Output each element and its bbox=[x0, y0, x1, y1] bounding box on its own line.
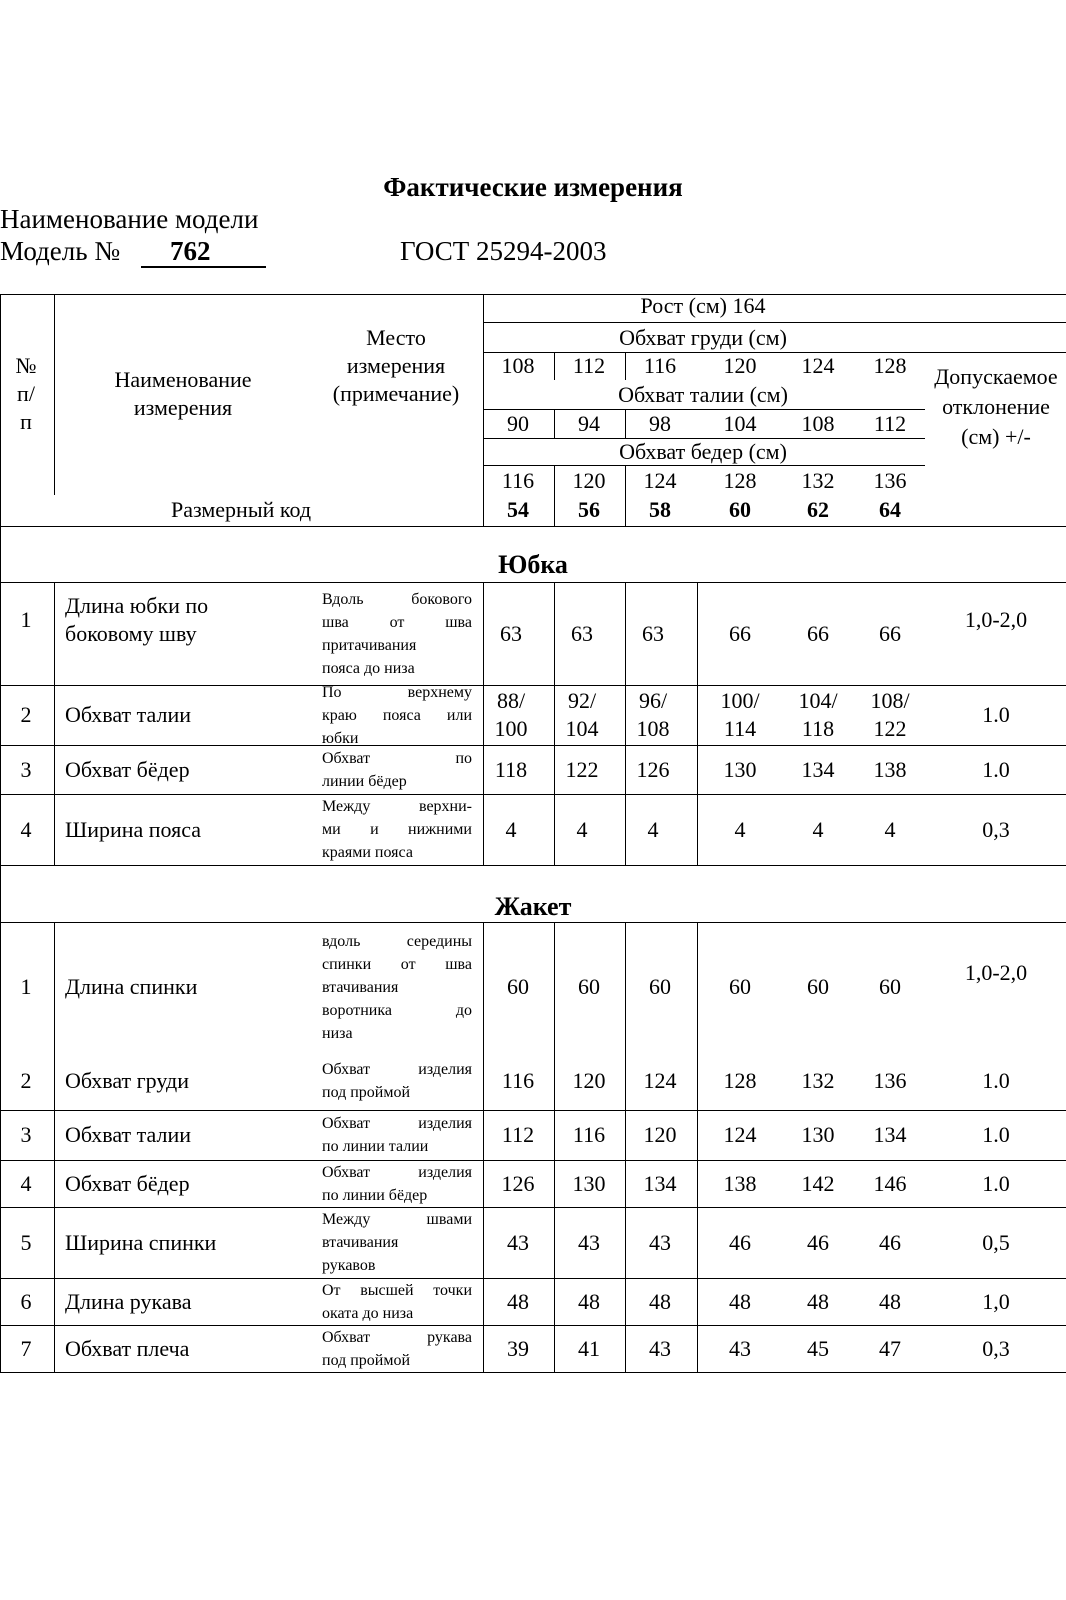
size-value: 45 bbox=[807, 1335, 829, 1361]
row-number: 5 bbox=[20, 1229, 32, 1255]
size-value: 46 bbox=[729, 1229, 751, 1255]
size-value: 134 bbox=[801, 756, 835, 782]
size-value: 43 bbox=[507, 1229, 529, 1255]
measurement-place: рукавов bbox=[322, 1257, 376, 1274]
col-place-header: измерения bbox=[346, 353, 446, 378]
size-value: 108/ bbox=[870, 688, 910, 713]
tolerance-value: 1,0 bbox=[982, 1288, 1010, 1314]
measurement-place: Обхват изделия bbox=[322, 1115, 472, 1132]
size-value: 114 bbox=[723, 716, 757, 741]
tolerance-value: 1.0 bbox=[982, 1122, 1010, 1147]
measurement-place: по линии бёдер bbox=[322, 1186, 428, 1204]
measurement-place: втачивания bbox=[322, 1234, 399, 1251]
measurement-name: Длина спинки bbox=[65, 974, 198, 999]
chest-value: 128 bbox=[873, 353, 907, 378]
size-value: 122 bbox=[565, 756, 599, 782]
size-value: 136 bbox=[873, 1068, 907, 1093]
measurement-place: ми и нижними bbox=[322, 821, 472, 838]
measurement-place: От высшей точки bbox=[322, 1281, 472, 1299]
tolerance-value: 0,3 bbox=[982, 816, 1010, 842]
size-value: 132 bbox=[801, 1068, 835, 1093]
measurement-name: Ширина спинки bbox=[65, 1229, 217, 1255]
measurement-place: под проймой bbox=[322, 1351, 411, 1369]
row-number: 4 bbox=[20, 816, 32, 842]
section-title: Жакет bbox=[494, 892, 572, 921]
waist-value: 108 bbox=[801, 411, 835, 436]
size-value: 4 bbox=[576, 816, 588, 842]
hips-value: 136 bbox=[873, 468, 907, 493]
tolerance-value: 1.0 bbox=[982, 756, 1010, 782]
measurement-place: Между швами bbox=[322, 1211, 472, 1228]
measurement-place: низа bbox=[322, 1024, 353, 1042]
size-value: 60 bbox=[729, 974, 751, 999]
size-value: 4 bbox=[812, 816, 824, 842]
hips-value: 116 bbox=[501, 468, 535, 493]
col-place-header: Место bbox=[366, 325, 426, 350]
col-number-header: п bbox=[20, 409, 32, 434]
size-value: 126 bbox=[636, 756, 670, 782]
size-value: 63 bbox=[571, 620, 593, 646]
size-code: 54 bbox=[507, 497, 529, 522]
size-value: 48 bbox=[729, 1288, 751, 1314]
size-value: 108 bbox=[636, 716, 670, 741]
size-code: 58 bbox=[649, 497, 671, 522]
size-value: 43 bbox=[578, 1229, 600, 1255]
chest-value: 116 bbox=[643, 353, 677, 378]
measurement-place: краю пояса или bbox=[322, 706, 472, 724]
size-value: 43 bbox=[729, 1335, 751, 1361]
model-no-label: Модель № bbox=[0, 236, 121, 266]
chest-label: Обхват груди (см) bbox=[619, 325, 787, 350]
measurement-name: Ширина пояса bbox=[65, 816, 202, 842]
measurement-place: спинки от шва bbox=[322, 955, 472, 973]
row-rule bbox=[0, 685, 1066, 686]
size-value: 120 bbox=[572, 1068, 606, 1093]
header-rule bbox=[483, 322, 1066, 323]
row-rule bbox=[0, 745, 1066, 746]
row-rule bbox=[0, 1207, 1066, 1208]
measurement-place: вдоль середины bbox=[322, 932, 472, 950]
size-value: 4 bbox=[734, 816, 746, 842]
tolerance-header: отклонение bbox=[942, 394, 1050, 419]
size-code: 62 bbox=[807, 497, 829, 522]
height-label: Рост (см) 164 bbox=[640, 293, 766, 318]
size-value: 41 bbox=[578, 1335, 600, 1361]
measurement-name: Обхват талии bbox=[65, 702, 192, 727]
size-value: 39 bbox=[507, 1335, 529, 1361]
measurement-place: пояса до низа bbox=[322, 659, 415, 677]
tolerance-value: 0,3 bbox=[982, 1335, 1010, 1361]
size-value: 60 bbox=[578, 974, 600, 999]
section-bottom-rule bbox=[0, 1372, 1066, 1373]
size-value: 124 bbox=[643, 1068, 677, 1093]
size-value: 112 bbox=[501, 1122, 535, 1147]
tolerance-header: Допускаемое bbox=[934, 364, 1058, 389]
size-value: 100 bbox=[494, 716, 528, 741]
measurement-place: линии бёдер bbox=[322, 772, 407, 790]
size-value: 4 bbox=[884, 816, 896, 842]
size-value: 104 bbox=[565, 716, 599, 741]
size-value: 43 bbox=[649, 1335, 671, 1361]
size-value: 46 bbox=[807, 1229, 829, 1255]
size-value: 118 bbox=[801, 716, 835, 741]
row-number: 2 bbox=[20, 702, 32, 727]
row-number: 7 bbox=[20, 1335, 32, 1361]
tolerance-value: 0,5 bbox=[982, 1229, 1010, 1255]
row-rule bbox=[0, 794, 1066, 795]
row-number: 6 bbox=[20, 1288, 32, 1314]
hips-label: Обхват бедер (см) bbox=[619, 439, 787, 464]
size-value: 130 bbox=[723, 756, 757, 782]
measurement-place: Обхват по bbox=[322, 749, 472, 767]
size-value: 138 bbox=[873, 756, 907, 782]
size-value: 130 bbox=[801, 1122, 835, 1147]
measurement-place: Обхват изделия bbox=[322, 1163, 472, 1181]
row-rule bbox=[0, 1160, 1066, 1161]
size-value: 4 bbox=[505, 816, 517, 842]
measurement-place: притачивания bbox=[322, 636, 417, 654]
waist-value: 112 bbox=[873, 411, 907, 436]
size-value: 116 bbox=[572, 1122, 606, 1147]
page-title: Фактические измерения bbox=[383, 172, 683, 202]
measurement-place: Вдоль бокового bbox=[322, 590, 472, 608]
col-place-header: (примечание) bbox=[332, 381, 460, 406]
chest-value: 112 bbox=[572, 353, 606, 378]
size-value: 100/ bbox=[720, 688, 760, 713]
section-rule bbox=[0, 865, 1066, 866]
row-number: 4 bbox=[20, 1170, 32, 1196]
tolerance-value: 1.0 bbox=[982, 702, 1010, 727]
row-number: 1 bbox=[20, 606, 32, 632]
row-number: 3 bbox=[20, 1122, 32, 1147]
row-rule bbox=[0, 1278, 1066, 1279]
measurement-place: шва от шва bbox=[322, 613, 472, 631]
size-value: 124 bbox=[723, 1122, 757, 1147]
size-value: 48 bbox=[807, 1288, 829, 1314]
model-no-value: 762 bbox=[170, 236, 211, 266]
measurement-name: Обхват бёдер bbox=[65, 756, 190, 782]
size-value: 66 bbox=[807, 620, 829, 646]
measurement-place: Между верхни- bbox=[322, 798, 472, 815]
row-number: 2 bbox=[20, 1068, 32, 1093]
section-rule bbox=[0, 922, 1066, 923]
size-value: 60 bbox=[649, 974, 671, 999]
size-code: 64 bbox=[879, 497, 901, 522]
section-rule bbox=[0, 526, 1066, 527]
size-value: 43 bbox=[649, 1229, 671, 1255]
measurement-name: Обхват груди bbox=[65, 1068, 189, 1093]
measurement-place: под проймой bbox=[322, 1084, 411, 1101]
measurement-name: Обхват бёдер bbox=[65, 1170, 190, 1196]
size-value: 146 bbox=[873, 1170, 907, 1196]
size-value: 63 bbox=[500, 620, 522, 646]
measurement-place: юбки bbox=[322, 729, 359, 747]
size-value: 96/ bbox=[638, 688, 668, 713]
size-value: 126 bbox=[501, 1170, 535, 1196]
measurement-place: Обхват рукава bbox=[322, 1328, 472, 1346]
size-value: 134 bbox=[873, 1122, 907, 1147]
size-value: 4 bbox=[647, 816, 659, 842]
measurement-place: По верхнему bbox=[322, 683, 472, 701]
table-top-rule bbox=[0, 294, 1066, 295]
tolerance-value: 1,0-2,0 bbox=[964, 960, 1028, 985]
section-rule bbox=[0, 582, 1066, 583]
size-value: 88/ bbox=[496, 688, 526, 713]
size-value: 60 bbox=[879, 974, 901, 999]
size-value: 60 bbox=[507, 974, 529, 999]
row-rule bbox=[0, 1110, 1066, 1111]
size-value: 130 bbox=[572, 1170, 606, 1196]
size-value: 116 bbox=[501, 1068, 535, 1093]
measurement-name: боковому шву bbox=[65, 620, 197, 646]
gost-standard: ГОСТ 25294-2003 bbox=[400, 236, 607, 266]
size-value: 48 bbox=[649, 1288, 671, 1314]
chest-value: 120 bbox=[723, 353, 757, 378]
measurement-place: краями пояса bbox=[322, 844, 413, 861]
measurement-place: по линии талии bbox=[322, 1138, 429, 1155]
size-value: 128 bbox=[723, 1068, 757, 1093]
chest-value: 108 bbox=[501, 353, 535, 378]
size-code: 56 bbox=[578, 497, 600, 522]
col-number-header: № bbox=[15, 353, 37, 378]
row-number: 1 bbox=[20, 974, 32, 999]
row-rule bbox=[0, 1325, 1066, 1326]
hips-value: 132 bbox=[801, 468, 835, 493]
waist-value: 94 bbox=[578, 411, 600, 436]
size-value: 118 bbox=[494, 756, 528, 782]
row-number: 3 bbox=[20, 756, 32, 782]
size-value: 47 bbox=[879, 1335, 901, 1361]
tolerance-value: 1.0 bbox=[982, 1170, 1010, 1196]
size-value: 92/ bbox=[567, 688, 597, 713]
size-value: 122 bbox=[873, 716, 907, 741]
size-value: 60 bbox=[807, 974, 829, 999]
size-value: 138 bbox=[723, 1170, 757, 1196]
size-value: 104/ bbox=[798, 688, 838, 713]
size-value: 48 bbox=[879, 1288, 901, 1314]
measurement-place: оката до низа bbox=[322, 1304, 414, 1322]
measurement-name: Длина рукава bbox=[65, 1288, 192, 1314]
model-no-underline bbox=[141, 266, 266, 268]
waist-label: Обхват талии (см) bbox=[618, 382, 788, 407]
size-value: 66 bbox=[879, 620, 901, 646]
tolerance-header: (см) +/- bbox=[961, 424, 1031, 449]
tolerance-value: 1.0 bbox=[982, 1068, 1010, 1093]
waist-value: 104 bbox=[723, 411, 757, 436]
chest-value: 124 bbox=[801, 353, 835, 378]
size-code-label: Размерный код bbox=[170, 497, 312, 522]
size-value: 63 bbox=[642, 620, 664, 646]
measurement-name: Обхват плеча bbox=[65, 1335, 190, 1361]
hips-value: 120 bbox=[572, 468, 606, 493]
measurement-place: Обхват изделия bbox=[322, 1061, 472, 1078]
size-value: 134 bbox=[643, 1170, 677, 1196]
size-value: 142 bbox=[801, 1170, 835, 1196]
measurement-name: Длина юбки по bbox=[65, 592, 209, 618]
col-number-header: п/ bbox=[17, 381, 35, 406]
size-value: 120 bbox=[643, 1122, 677, 1147]
tolerance-value: 1,0-2,0 bbox=[964, 606, 1028, 632]
col-name-header: Наименование bbox=[114, 367, 252, 392]
waist-value: 90 bbox=[507, 411, 529, 436]
measurement-name: Обхват талии bbox=[65, 1122, 192, 1147]
measurement-place: воротника до bbox=[322, 1001, 472, 1019]
size-value: 66 bbox=[729, 620, 751, 646]
section-title: Юбка bbox=[498, 550, 568, 579]
size-code: 60 bbox=[729, 497, 751, 522]
col-name-header: измерения bbox=[133, 395, 233, 420]
size-value: 48 bbox=[507, 1288, 529, 1314]
model-name-label: Наименование модели bbox=[0, 204, 259, 234]
size-value: 48 bbox=[578, 1288, 600, 1314]
hips-value: 124 bbox=[643, 468, 677, 493]
hips-value: 128 bbox=[723, 468, 757, 493]
size-value: 46 bbox=[879, 1229, 901, 1255]
waist-value: 98 bbox=[649, 411, 671, 436]
measurement-place: втачивания bbox=[322, 978, 399, 996]
